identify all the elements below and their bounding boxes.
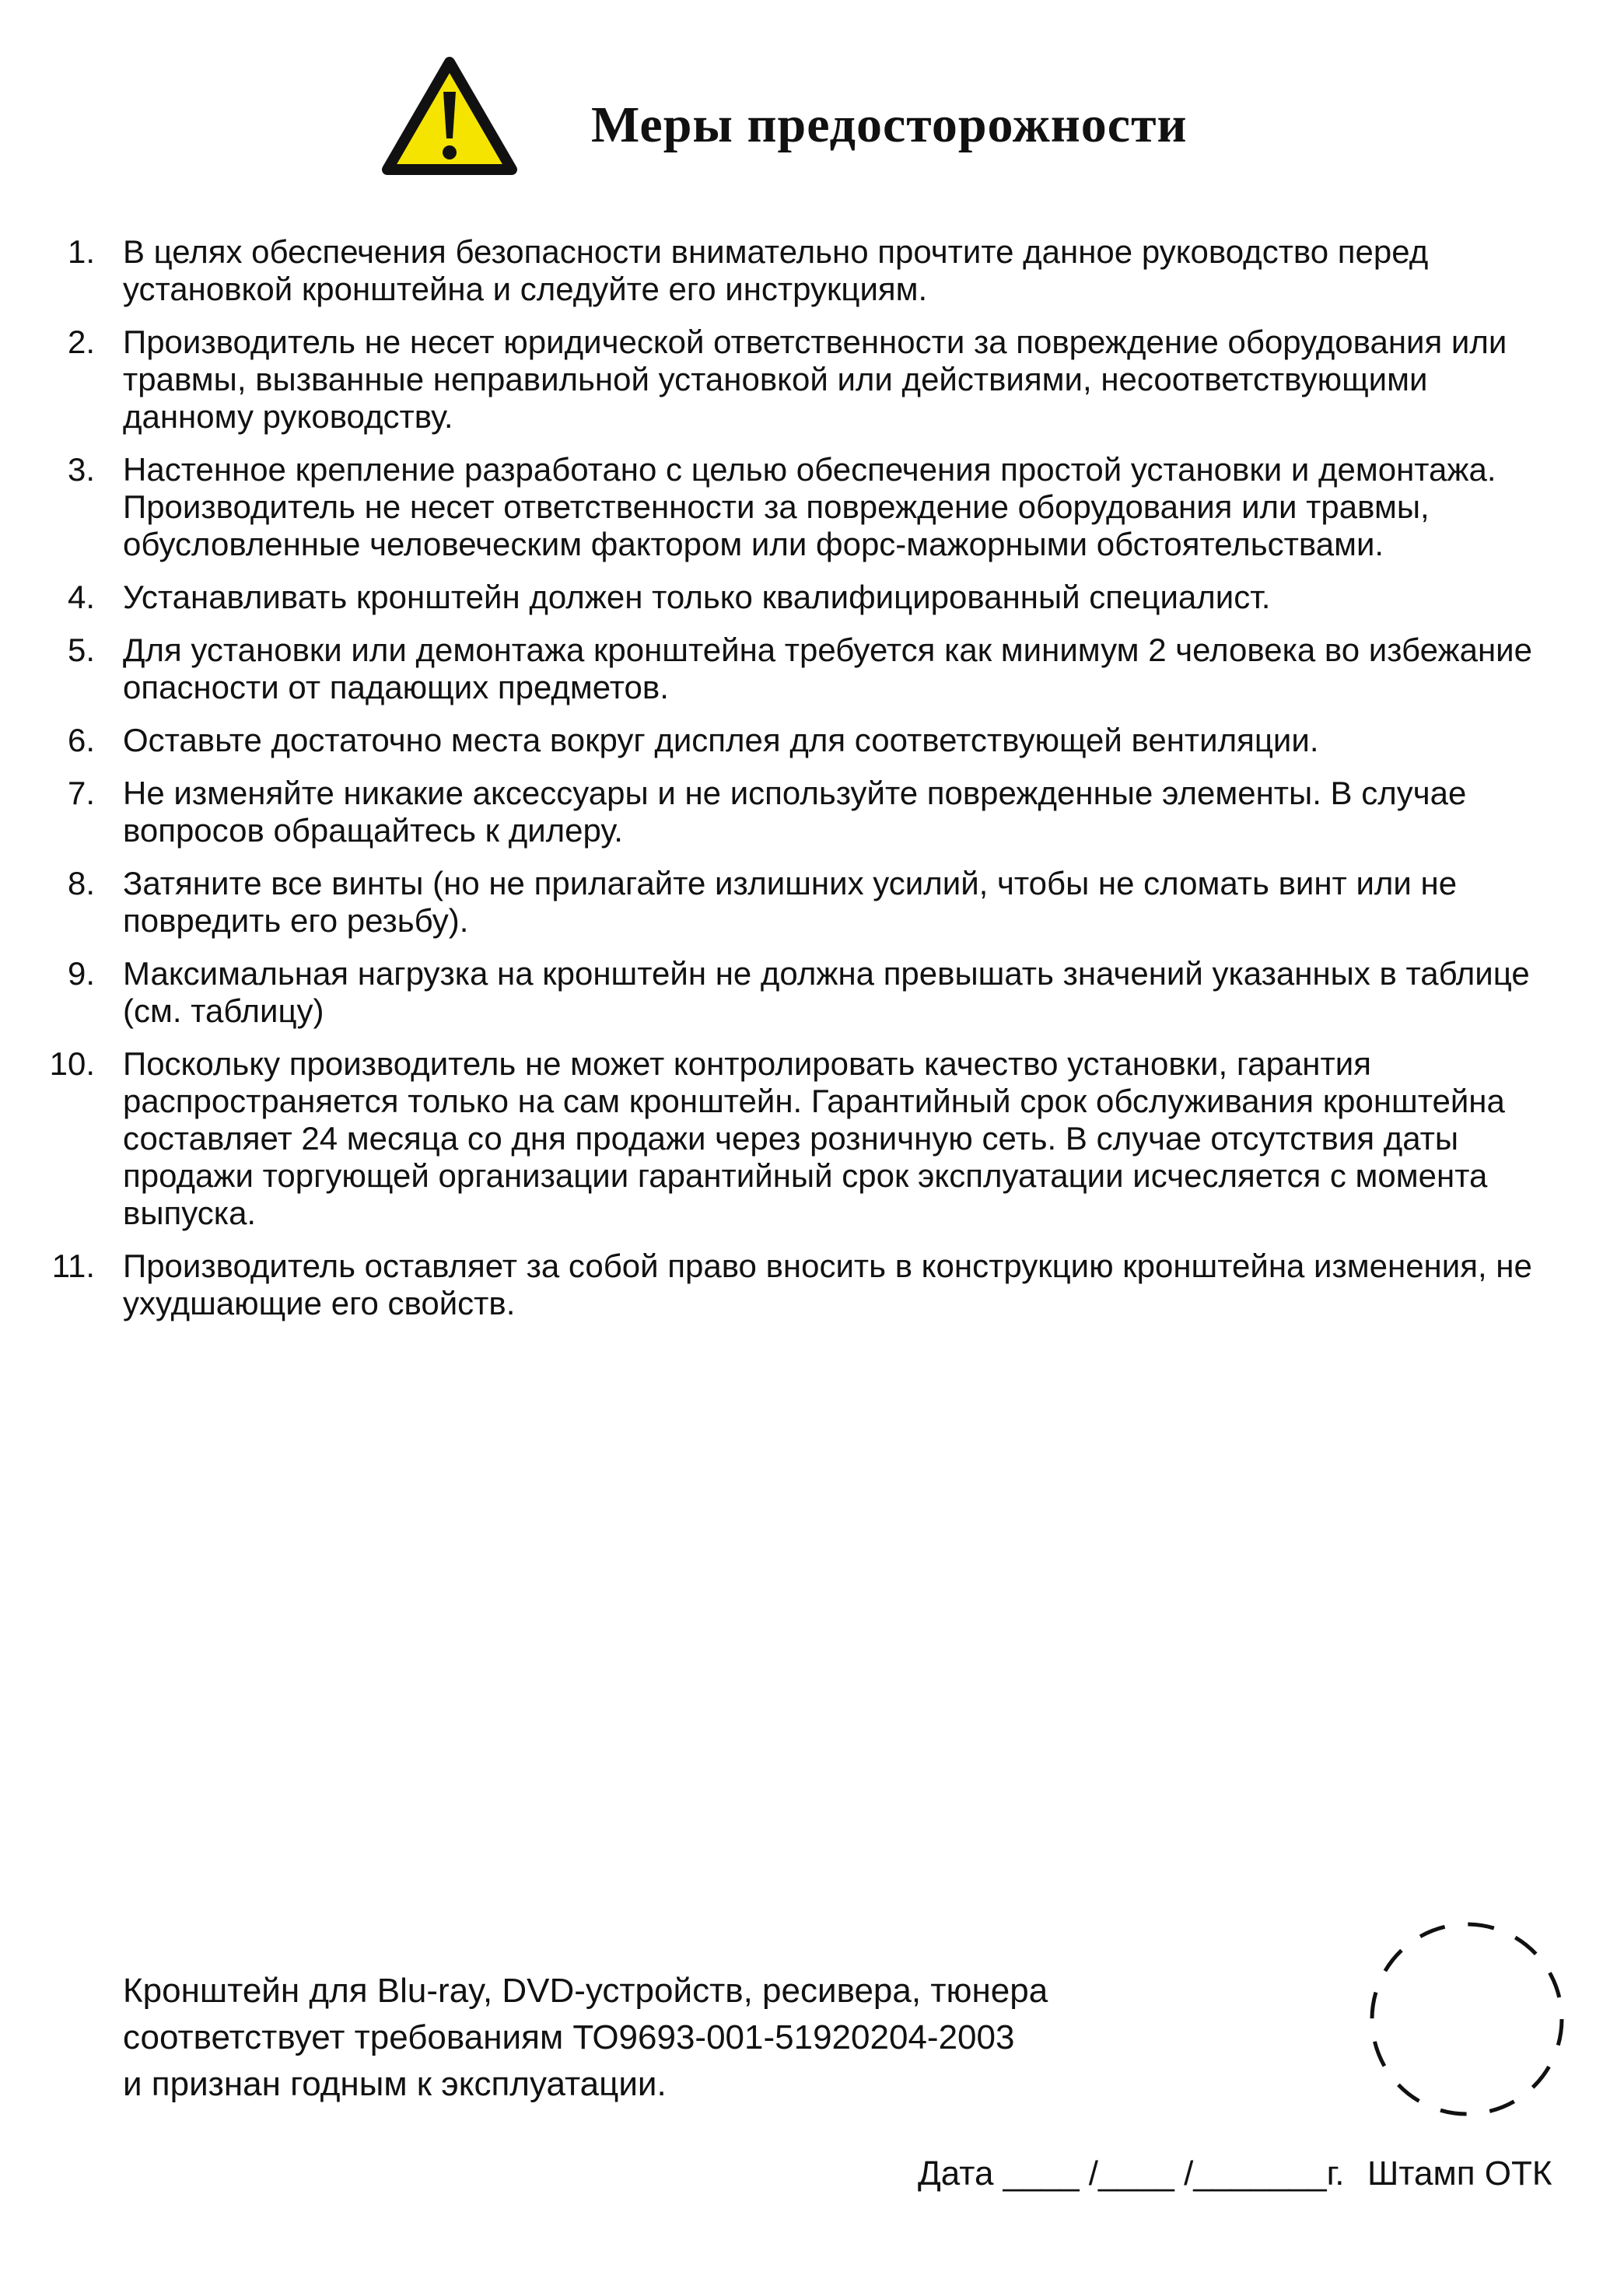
date-field: Дата ____ /____ /_______г. — [918, 2154, 1345, 2193]
list-item — [47, 233, 1556, 308]
item-text: В целях обеспечения безопасности внимательно прочтите данное руководство перед установкой кронштейна и следуйте его инструкциям. — [123, 233, 1429, 307]
item-text: Затяните все винты (но не прилагайте излишних усилий, чтобы не сломать винт или не повредить его резьбу). — [123, 865, 1458, 939]
item-text: Поскольку производитель не может контролировать качество установки, гарантия распространяется только на сам кронштейн. Гарантийный срок обслуживания кронштейна составляет 24 месяца со дня продажи через розничную сеть. В случае отсутствия даты продажи торгующей организации гарантийный срок эксплуатации исчесляется с момента выпуска. — [123, 1045, 1505, 1231]
item-number: 5. — [67, 632, 95, 668]
list-item — [47, 632, 1556, 706]
item-text: Настенное крепление разработано с целью обеспечения простой установки и демонтажа. Производитель не несет ответственности за повреждение оборудования или травмы, обусловленные человеческим фактором или форс-мажорными обстоятельствами. — [123, 451, 1496, 562]
list-item — [47, 324, 1556, 436]
item-text: Производитель не несет юридической ответственности за повреждение оборудования или травмы, вызванные неправильной установкой или действиями, несоответствующими данному руководству. — [123, 324, 1507, 435]
item-text: Для установки или демонтажа кронштейна требуется как минимум 2 человека во избежание опасности от падающих предметов. — [123, 632, 1532, 705]
item-number: 8. — [67, 865, 95, 901]
list-item — [47, 775, 1556, 849]
list-item — [47, 722, 1556, 759]
item-number: 3. — [67, 451, 95, 488]
page-title: Меры предосторожности — [591, 96, 1188, 153]
item-text: Производитель оставляет за собой право вносить в конструкцию кронштейна изменения, не ухудшающие его свойств. — [123, 1248, 1532, 1321]
item-number: 4. — [67, 579, 95, 615]
list-item — [47, 451, 1556, 563]
stamp-label: Штамп ОТК — [1367, 2154, 1552, 2193]
item-text: Не изменяйте никакие аксессуары и не используйте поврежденные элементы. В случае вопросов обращайтесь к дилеру. — [123, 775, 1467, 849]
item-number: 7. — [67, 775, 95, 811]
conformity-line: соответствует требованиям ТО9693-001-51920204-2003 — [123, 2018, 1015, 2056]
item-number: 9. — [67, 955, 95, 992]
list-item — [47, 865, 1556, 940]
item-number: 2. — [67, 324, 95, 360]
conformity-statement — [123, 1968, 1290, 2108]
item-text: Оставьте достаточно места вокруг дисплея для соответствующей вентиляции. — [123, 722, 1319, 758]
list-item — [47, 579, 1556, 616]
item-number: 10. — [49, 1045, 95, 1082]
item-text: Устанавливать кронштейн должен только квалифицированный специалист. — [123, 579, 1271, 615]
item-number: 1. — [67, 233, 95, 270]
item-number: 11. — [51, 1248, 95, 1284]
item-text: Максимальная нагрузка на кронштейн не должна превышать значений указанных в таблице (см. таблицу) — [123, 955, 1530, 1029]
page-header — [0, 47, 1624, 187]
list-item — [47, 1248, 1556, 1322]
conformity-line: Кронштейн для Blu-ray, DVD-устройств, ресивера, тюнера — [123, 1972, 1048, 2010]
precautions-list — [47, 233, 1556, 1338]
conformity-line: и признан годным к эксплуатации. — [123, 2065, 667, 2103]
warning-triangle-icon — [380, 54, 520, 179]
item-number: 6. — [67, 722, 95, 758]
stamp-placeholder — [1363, 1915, 1571, 2123]
list-item — [47, 1045, 1556, 1232]
list-item — [47, 955, 1556, 1030]
